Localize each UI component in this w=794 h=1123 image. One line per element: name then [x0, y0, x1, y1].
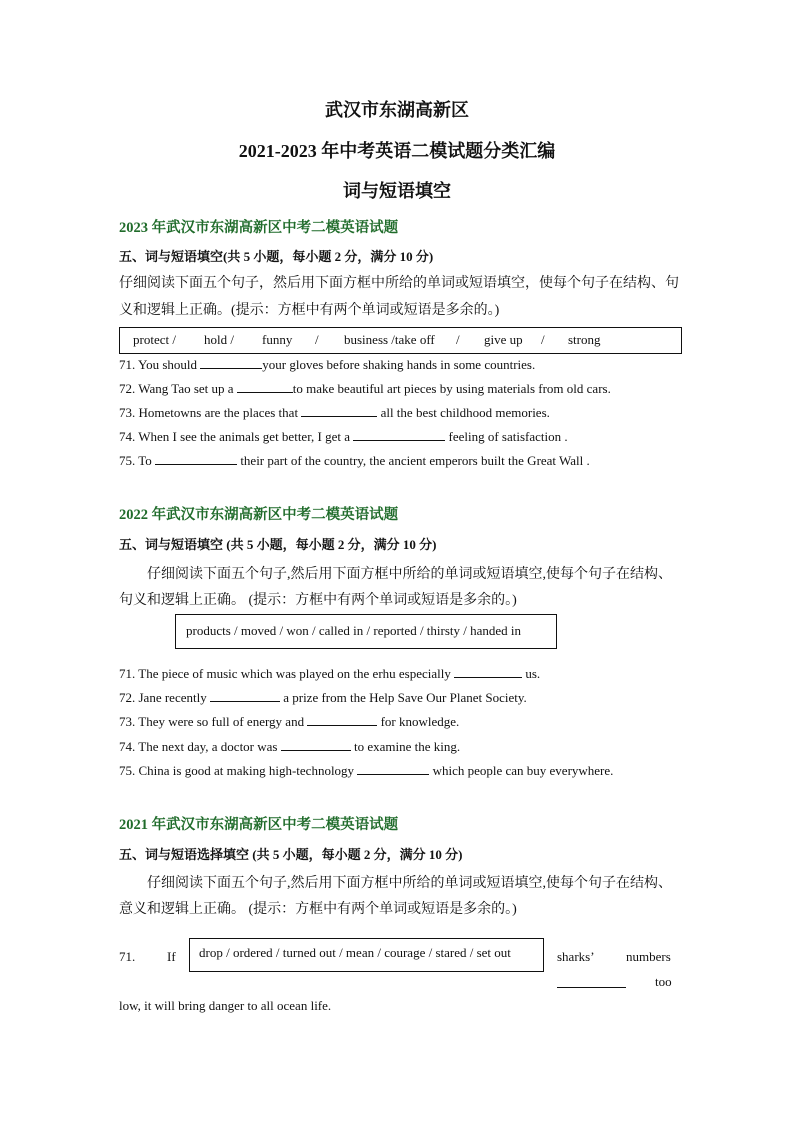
- question-2023-73: 73. Hometowns are the places that all the best childhood memories.: [119, 405, 550, 420]
- question-2021-71-word: sharks’: [557, 949, 595, 964]
- answer-blank[interactable]: [281, 737, 351, 751]
- answer-blank[interactable]: [200, 355, 262, 369]
- word-box-2022: [175, 614, 557, 649]
- question-2023-74: 74. When I see the animals get better, I get a feeling of satisfaction .: [119, 429, 568, 444]
- section-2022-instruction-line1: 仔细阅读下面五个句子,然后用下面方框中所给的单词或短语填空,使每个句子在结构、: [147, 567, 672, 582]
- question-2021-71-word: numbers: [626, 949, 671, 964]
- section-2023-instruction-line1: 仔细阅读下面五个句子，然后用下面方框中所给的单词或短语填空，使每个句子在结构、句: [119, 276, 679, 291]
- question-2022-71: 71. The piece of music which was played on the erhu especially us.: [119, 666, 541, 681]
- doc-title-region: 武汉市东湖高新区: [325, 100, 469, 120]
- box-word: business /take off: [344, 332, 435, 347]
- doc-title-main: 2021-2023 年中考英语二模试题分类汇编: [238, 141, 556, 161]
- question-2022-74: 74. The next day, a doctor was to examine the king.: [119, 739, 461, 754]
- doc-title-topic: 词与短语填空: [343, 181, 451, 201]
- question-2022-72: 72. Jane recently a prize from the Help Save Our Planet Society.: [119, 690, 527, 705]
- box-word: /: [315, 332, 319, 347]
- answer-blank[interactable]: [353, 427, 445, 441]
- section-2021-instruction-line2: 意义和逻辑上正确。 (提示：方框中有两个单词或短语是多余的。): [119, 902, 517, 917]
- box-word: hold /: [204, 332, 234, 347]
- answer-blank[interactable]: [307, 712, 377, 726]
- box-word: give up: [484, 332, 523, 347]
- section-2023-subheading: 五、词与短语填空(共 5 小题，每小题 2 分，满分 10 分): [119, 249, 434, 264]
- question-2021-71-number: 71.: [119, 949, 136, 964]
- question-2021-71-line2: low, it will bring danger to all ocean life.: [119, 998, 332, 1013]
- section-2022-instruction-line2: 句义和逻辑上正确。 (提示：方框中有两个单词或短语是多余的。): [119, 593, 517, 608]
- answer-blank[interactable]: [557, 974, 626, 988]
- section-2022-heading: 2022 年武汉市东湖高新区中考二模英语试题: [119, 507, 399, 523]
- box-words: drop / ordered / turned out / mean / courage / stared / set out: [199, 945, 511, 960]
- question-2022-75: 75. China is good at making high-technology which people can buy everywhere.: [119, 763, 614, 778]
- word-box-2023: [119, 327, 682, 354]
- box-word: funny: [262, 332, 293, 347]
- section-2022-subheading: 五、词与短语填空 (共 5 小题，每小题 2 分，满分 10 分): [119, 537, 437, 552]
- answer-blank[interactable]: [155, 451, 237, 465]
- answer-blank[interactable]: [237, 379, 293, 393]
- box-words: products / moved / won / called in / reported / thirsty / handed in: [186, 623, 522, 638]
- section-2023-heading: 2023 年武汉市东湖高新区中考二模英语试题: [119, 220, 399, 236]
- answer-blank[interactable]: [210, 688, 280, 702]
- box-word: protect /: [133, 332, 176, 347]
- question-2023-75: 75. To their part of the country, the ancient emperors built the Great Wall .: [119, 453, 590, 468]
- question-2021-71-word: too: [655, 974, 672, 989]
- section-2023-instruction-line2: 义和逻辑上正确。(提示：方框中有两个单词或短语是多余的。): [119, 303, 500, 318]
- box-word: /: [541, 332, 545, 347]
- answer-blank[interactable]: [454, 664, 522, 678]
- question-2023-71: 71. You should your gloves before shaking hands in some countries.: [119, 357, 536, 372]
- box-word: /: [456, 332, 460, 347]
- question-2021-71-if: If: [167, 949, 176, 964]
- answer-blank[interactable]: [357, 761, 429, 775]
- answer-blank[interactable]: [301, 403, 377, 417]
- section-2021-instruction-line1: 仔细阅读下面五个句子,然后用下面方框中所给的单词或短语填空,使每个句子在结构、: [147, 876, 672, 891]
- section-2021-subheading: 五、词与短语选择填空 (共 5 小题，每小题 2 分，满分 10 分): [119, 847, 463, 862]
- word-box-2021: [189, 938, 544, 972]
- box-word: strong: [568, 332, 601, 347]
- question-2023-72: 72. Wang Tao set up a to make beautiful art pieces by using materials from old cars.: [119, 381, 611, 396]
- question-2022-73: 73. They were so full of energy and for knowledge.: [119, 714, 460, 729]
- section-2021-heading: 2021 年武汉市东湖高新区中考二模英语试题: [119, 817, 399, 833]
